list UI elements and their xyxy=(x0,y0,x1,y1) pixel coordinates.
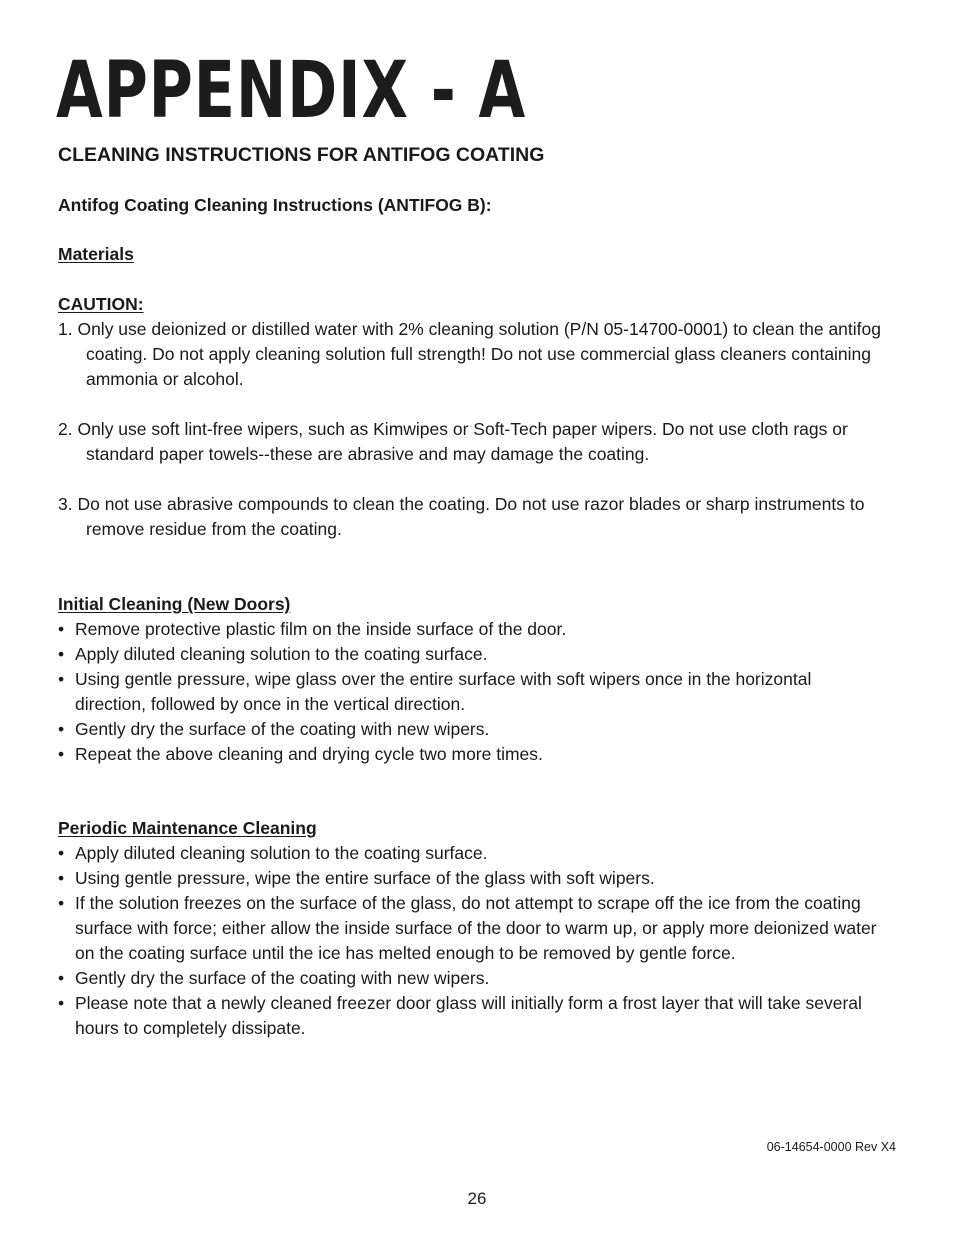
list-item: • Apply diluted cleaning solution to the coating surface. xyxy=(58,642,878,667)
section-heading: CLEANING INSTRUCTIONS FOR ANTIFOG COATING xyxy=(58,144,545,166)
materials-label: Materials xyxy=(58,244,134,264)
subsection-heading: Antifog Coating Cleaning Instructions (ANTIFOG B): xyxy=(58,195,492,215)
caution-list xyxy=(58,317,908,542)
list-item: • Using gentle pressure, wipe glass over the entire surface with soft wipers once in the horizontal direction, followed by once in the vertical direction. xyxy=(58,667,878,717)
caution-item: 1. Only use deionized or distilled water with 2% cleaning solution (P/N 05-14700-0001) to clean the antifog coating. Do not apply cleaning solution full strength! Do not use commercial glass cleaners containing ammonia or alcohol. xyxy=(58,319,881,389)
list-item: • Remove protective plastic film on the inside surface of the door. xyxy=(58,617,878,642)
initial-cleaning-heading: Initial Cleaning (New Doors) xyxy=(58,594,291,614)
caution-label: CAUTION: xyxy=(58,294,144,314)
periodic-cleaning-heading: Periodic Maintenance Cleaning xyxy=(58,818,317,838)
list-item: • Gently dry the surface of the coating with new wipers. xyxy=(58,966,878,991)
list-item: • Gently dry the surface of the coating with new wipers. xyxy=(58,717,878,742)
list-item: • If the solution freezes on the surface of the glass, do not attempt to scrape off the ice from the coating surface with force; either allow the inside surface of the door to warm up, or apply more deionized water on the coating surface until the ice has melted enough to be removed by gentle force. xyxy=(58,891,878,966)
initial-cleaning-list xyxy=(58,617,878,767)
caution-item: 2. Only use soft lint-free wipers, such as Kimwipes or Soft-Tech paper wipers. Do not use cloth rags or standard paper towels--these are abrasive and may damage the coating. xyxy=(58,419,848,464)
list-item: • Apply diluted cleaning solution to the coating surface. xyxy=(58,841,878,866)
caution-item: 3. Do not use abrasive compounds to clean the coating. Do not use razor blades or sharp instruments to remove residue from the coating. xyxy=(58,494,865,539)
document-number: 06-14654-0000 Rev X4 xyxy=(766,1140,896,1154)
list-item: • Please note that a newly cleaned freezer door glass will initially form a frost layer that will take several hours to completely dissipate. xyxy=(58,991,878,1041)
list-item: • Repeat the above cleaning and drying cycle two more times. xyxy=(58,742,878,767)
list-item: • Using gentle pressure, wipe the entire surface of the glass with soft wipers. xyxy=(58,866,878,891)
periodic-cleaning-list xyxy=(58,841,878,1041)
page-title: APPENDIX - A xyxy=(56,46,527,136)
page-number: 26 xyxy=(467,1189,487,1208)
